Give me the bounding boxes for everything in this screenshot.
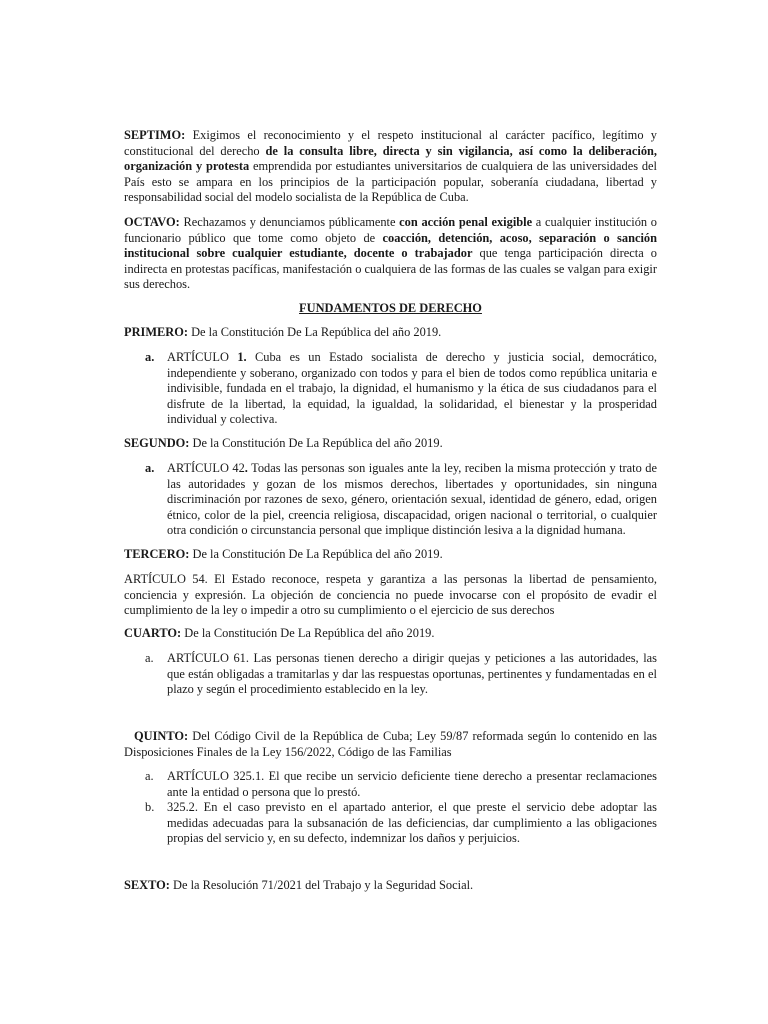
label-cuarto: CUARTO:: [124, 626, 182, 640]
list-marker: b.: [145, 800, 155, 815]
list-item: [145, 350, 657, 428]
list-marker: a.: [145, 461, 155, 475]
list-segundo: [145, 461, 657, 539]
article-prefix: ARTÍCULO: [167, 350, 238, 364]
label-primero: PRIMERO:: [124, 325, 189, 339]
list-item: [145, 769, 657, 800]
paragraph-cuarto: [124, 626, 657, 642]
paragraph-octavo: [124, 215, 657, 293]
list-marker: a.: [145, 769, 154, 783]
label-octavo: OCTAVO:: [124, 215, 180, 229]
text-octavo-3: que tenga participación directa o indirecta en protestas pacíficas, manifestación o cualquiera de las formas de las cuales se valgan para exigir sus derechos.: [124, 246, 657, 292]
paragraph-articulo-54: ARTÍCULO 54. El Estado reconoce, respeta y garantiza a las personas la libertad de pensamiento, conciencia y expresión. La objeción de conciencia no puede invocarse con el propósito de evadir el cumplimiento de la ley o impedir a otro su cumplimiento o el ejercicio de sus derechos: [124, 572, 657, 618]
paragraph-segundo: [124, 436, 657, 452]
text-octavo-1: Rechazamos y denunciamos públicamente: [179, 215, 400, 229]
paragraph-tercero: [124, 547, 657, 563]
text-septimo-2: emprendida por estudiantes universitarios de cualquiera de las universidades del País esto se ampara en los principios de la participación popular, soberanía ciudadana, libertad y responsabilidad social del modelo socialista de la República de Cuba.: [124, 159, 657, 205]
list-marker: a.: [145, 651, 154, 665]
article-body: Todas las personas son iguales ante la ley, reciben la misma protección y trato de las autoridades y gozan de los mismos derechos, libertades y oportunidades, sin ninguna discriminación por razones de sexo, género, orientación sexual, identidad de género, edad, origen étnico, color de la piel, creencia religiosa, discapacidad, origen nacional o territorial, o cualquier otra condición o circunstancia personal que implique distinción lesiva a la dignidad humana.: [167, 461, 657, 538]
text-sexto: De la Resolución 71/2021 del Trabajo y la Seguridad Social.: [169, 878, 474, 892]
list-item: [145, 800, 657, 847]
text-octavo-2: a cualquier institución o funcionario público que tome como objeto de: [124, 215, 658, 245]
article-number: 1.: [237, 350, 247, 364]
text-primero: De la Constitución De La República del año 2019.: [188, 325, 442, 339]
text-quinto: Del Código Civil de la República de Cuba; Ley 59/87 reformada según lo contenido en las Disposiciones Finales de la Ley 156/2022, Código de las Familias: [124, 729, 657, 759]
list-item-text: 325.2. En el caso previsto en el apartado anterior, el que preste el servicio debe adoptar las medidas adecuadas para la subsanación de las deficiencias, dar cumplimiento a las obligaciones propias del servicio y, en su defecto, indemnizar los daños y perjuicios.: [167, 800, 657, 846]
section-title-fundamentos: FUNDAMENTOS DE DERECHO: [299, 301, 482, 315]
text-septimo-1: Exigimos el reconocimiento y el respeto institucional al carácter pacífico, legítimo y constitucional del derecho: [124, 128, 657, 158]
list-marker: a.: [145, 350, 155, 364]
label-tercero: TERCERO:: [124, 547, 190, 561]
list-quinto: [145, 769, 657, 847]
bold-septimo-1: de la consulta libre, directa y sin vigilancia, así como la deliberación, organización y protesta: [124, 143, 658, 174]
list-item-text: ARTÍCULO 61. Las personas tienen derecho a dirigir quejas y peticiones a las autoridades, las que están obligadas a tramitarlas y dar las respuestas oportunas, pertinentes y fundamentadas en el plazo y según el procedimiento establecido en la ley.: [167, 651, 657, 697]
text-tercero: De la Constitución De La República del año 2019.: [189, 547, 443, 561]
text-cuarto: De la Constitución De La República del año 2019.: [181, 626, 435, 640]
list-item-text: [167, 461, 657, 539]
paragraph-sexto: [124, 878, 657, 894]
article-prefix: ARTÍCULO 42: [167, 461, 245, 475]
article-number: .: [244, 461, 248, 475]
label-quinto: QUINTO:: [134, 729, 189, 743]
label-sexto: SEXTO:: [124, 878, 170, 892]
list-item: [145, 461, 657, 539]
paragraph-quinto: [124, 729, 657, 760]
list-cuarto: [145, 651, 657, 698]
list-item: [145, 651, 657, 698]
article-body: Cuba es un Estado socialista de derecho y justicia social, democrático, independiente y soberano, organizado con todos y para el bien de todos como república unitaria e indivisible, fundada en el trabajo, la dignidad, el humanismo y la ética de sus ciudadanos para el disfrute de la libertad, la equidad, la igualdad, la solidaridad, el bienestar y la prosperidad individual y colectiva.: [167, 350, 657, 427]
paragraph-septimo: [124, 128, 657, 206]
text-segundo: De la Constitución De La República del año 2019.: [189, 436, 443, 450]
list-primero: [145, 350, 657, 428]
bold-octavo-1: con acción penal exigible: [399, 215, 533, 229]
paragraph-primero: [124, 325, 657, 341]
list-item-text: ARTÍCULO 325.1. El que recibe un servicio deficiente tiene derecho a presentar reclamaciones ante la entidad o persona que lo prestó.: [167, 769, 657, 799]
bold-octavo-2: coacción, detención, acoso, separación o sanción institucional sobre cualquier estudiante, docente o trabajador: [124, 230, 657, 261]
list-item-text: [167, 350, 657, 428]
label-septimo: SEPTIMO:: [124, 128, 186, 142]
label-segundo: SEGUNDO:: [124, 436, 190, 450]
